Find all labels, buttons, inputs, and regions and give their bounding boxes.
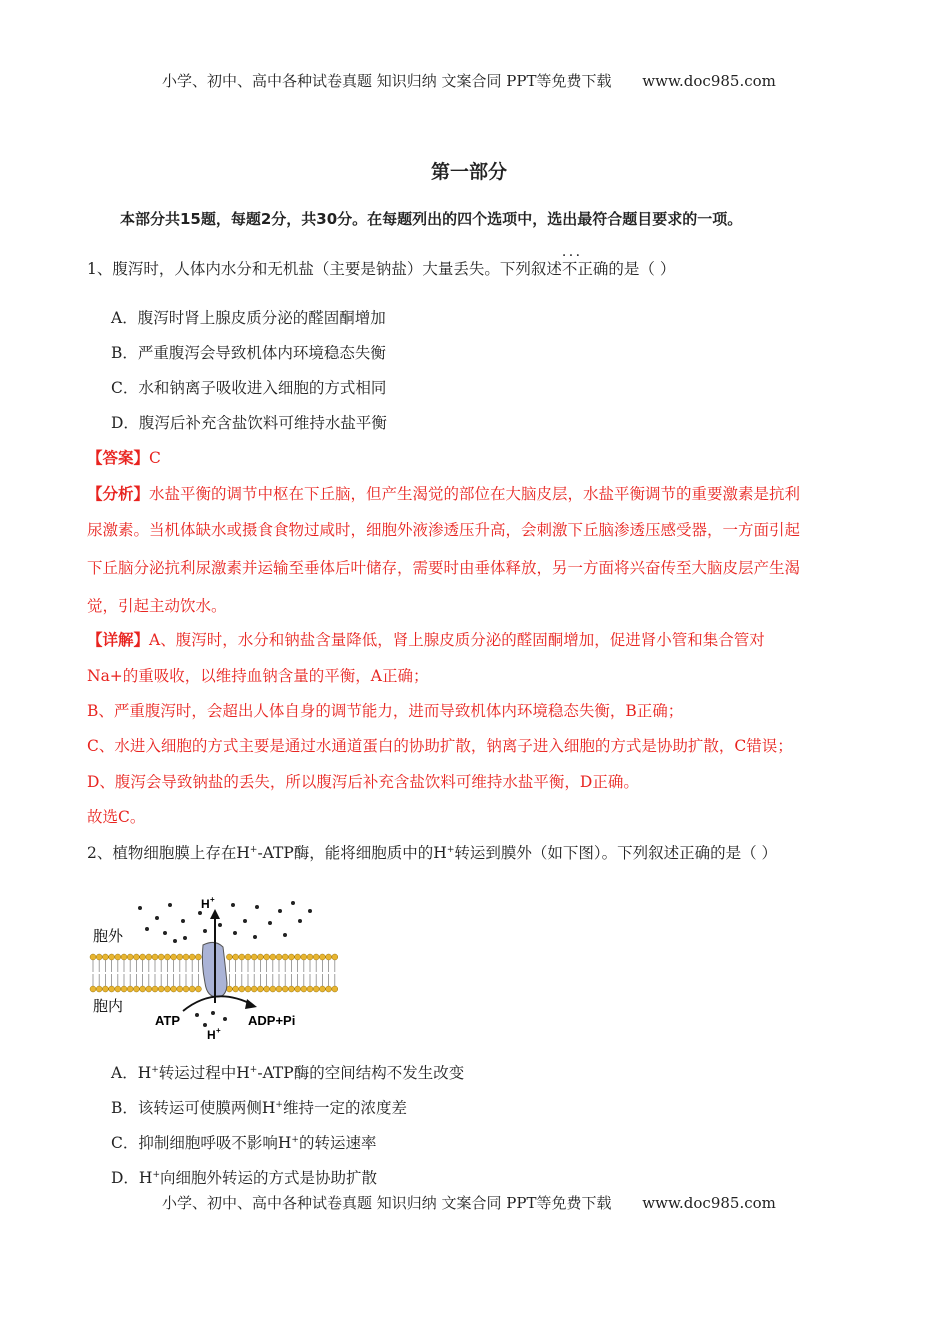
q2-stem-part-a: 2、植物细胞膜上存在H xyxy=(87,844,250,862)
lipid-head xyxy=(146,954,152,960)
q2-a-part-3: -ATP酶的空间结构不发生改变 xyxy=(257,1064,465,1082)
q1-answer xyxy=(87,446,161,468)
lipid-head xyxy=(226,986,232,992)
superscript-plus: + xyxy=(152,1169,160,1180)
superscript-plus: + xyxy=(446,844,455,855)
lipid-head xyxy=(195,986,201,992)
page-footer xyxy=(162,1192,776,1213)
q1-stem-emphasis: · · · 不正确 xyxy=(562,260,609,278)
superscript-plus: + xyxy=(291,1134,299,1145)
lipid-head xyxy=(226,954,232,960)
q2-b-part-2: 维持一定的浓度差 xyxy=(282,1099,407,1117)
lipid-head xyxy=(319,986,325,992)
lipid-head xyxy=(276,954,282,960)
lipid-head xyxy=(301,954,307,960)
lipid-head xyxy=(109,954,115,960)
q1-stem-part-b: 的是（ ） xyxy=(608,260,676,278)
footer-url[interactable]: www.doc985.com xyxy=(642,1194,776,1212)
lipid-head xyxy=(270,954,276,960)
analysis-text: 水盐平衡的调节中枢在下丘脑，但产生渴觉的部位在大脑皮层，水盐平衡调节的重要激素是抗利 xyxy=(149,485,801,503)
lipid-head xyxy=(288,954,294,960)
q2-option-d xyxy=(111,1166,377,1188)
lipid-head xyxy=(313,954,319,960)
lipid-head xyxy=(233,986,239,992)
lipid-head xyxy=(121,954,127,960)
q2-a-part-2: 转运过程中H xyxy=(158,1064,250,1082)
lipid-head xyxy=(264,954,270,960)
lipid-head xyxy=(301,986,307,992)
q1-option-b: B．严重腹泻会导致机体内环境稳态失衡 xyxy=(111,344,386,362)
h-ion-bottom-plus: + xyxy=(216,1026,221,1035)
q1-analysis-line-4: 觉，引起主动饮水。 xyxy=(87,597,227,615)
footer-text: 小学、初中、高中各种试卷真题 知识归纳 文案合同 PPT等免费下载 xyxy=(162,1194,612,1212)
lipid-head xyxy=(307,954,313,960)
question-1-stem xyxy=(87,257,675,279)
lipid-head xyxy=(96,986,102,992)
q2-d-part-2: 向细胞外转运的方式是协助扩散 xyxy=(160,1169,378,1187)
lipid-head xyxy=(171,986,177,992)
lipid-head xyxy=(127,954,133,960)
lipid-head xyxy=(177,986,183,992)
q1-option-c: C．水和钠离子吸收进入细胞的方式相同 xyxy=(111,379,387,397)
detail-label: 【详解】 xyxy=(87,630,150,649)
q1-detail-line-1 xyxy=(87,628,765,650)
question-2-stem xyxy=(87,841,777,863)
q2-option-c xyxy=(111,1131,376,1153)
lipid-head xyxy=(133,954,139,960)
q2-option-b xyxy=(111,1096,407,1118)
detail-text: A、腹泻时，水分和钠盐含量降低，肾上腺皮质分泌的醛固酮增加，促进肾小管和集合管对 xyxy=(149,631,765,649)
lipid-head xyxy=(115,986,121,992)
lipid-head xyxy=(158,954,164,960)
lipid-head xyxy=(195,954,201,960)
superscript-plus: + xyxy=(151,1064,159,1075)
lipid-head xyxy=(270,986,276,992)
q1-analysis-line-1 xyxy=(87,482,800,504)
lipid-head xyxy=(152,986,158,992)
lipid-head xyxy=(102,954,108,960)
lipid-head xyxy=(245,986,251,992)
lipid-head xyxy=(171,954,177,960)
header-text: 小学、初中、高中各种试卷真题 知识归纳 文案合同 PPT等免费下载 xyxy=(162,72,612,90)
lipid-head xyxy=(264,986,270,992)
q2-stem-part-b: -ATP酶，能将细胞质中的H xyxy=(257,844,447,862)
lipid-head xyxy=(164,986,170,992)
q1-detail-line-5: D、腹泻会导致钠盐的丢失，所以腹泻后补充含盐饮料可维持水盐平衡，D正确。 xyxy=(87,773,639,791)
q1-analysis-line-3: 下丘脑分泌抗利尿激素并运输至垂体后叶储存，需要时由垂体释放，另一方面将兴奋传至大脑皮层产生渴 xyxy=(87,559,801,577)
q1-option-a: A．腹泻时肾上腺皮质分泌的醛固酮增加 xyxy=(111,309,386,327)
lipid-head xyxy=(313,986,319,992)
adp-pi-label: ADP+Pi xyxy=(248,1013,296,1028)
inside-label: 胞内 xyxy=(93,997,124,1015)
q2-stem-part-c: 转运到膜外（如下图）。下列叙述正确的是（ ） xyxy=(454,844,778,862)
q1-analysis-line-2: 尿激素。当机体缺水或摄食食物过咸时，细胞外液渗透压升高，会刺激下丘脑渗透压感受器，一方面引起 xyxy=(87,521,801,539)
lipid-head xyxy=(288,986,294,992)
q1-stem-part-a: 1、腹泻时，人体内水分和无机盐（主要是钠盐）大量丢失。下列叙述 xyxy=(87,260,562,278)
section-intro: 本部分共15题，每题2分，共30分。在每题列出的四个选项中，选出最符合题目要求的一项。 xyxy=(120,210,743,228)
lipid-head xyxy=(146,986,152,992)
lipid-head xyxy=(282,954,288,960)
lipid-head xyxy=(133,986,139,992)
h-ion-bottom-label: H xyxy=(207,1028,216,1042)
atp-label: ATP xyxy=(155,1013,181,1028)
q1-option-d: D．腹泻后补充含盐饮料可维持水盐平衡 xyxy=(111,414,387,432)
outside-h-ions xyxy=(138,901,312,943)
lipid-head xyxy=(233,954,239,960)
lipid-head xyxy=(109,986,115,992)
q2-b-part-1: B．该转运可使膜两侧H xyxy=(111,1099,276,1117)
h-ion-top-plus: + xyxy=(210,895,215,904)
lipid-head xyxy=(158,986,164,992)
section-title: 第一部分 xyxy=(431,161,508,183)
q1-detail-line-4: C、水进入细胞的方式主要是通过水通道蛋白的协助扩散，钠离子进入细胞的方式是协助扩散，C错误； xyxy=(87,737,793,755)
lipid-head xyxy=(332,954,338,960)
page-header xyxy=(162,70,776,91)
h-atpase-membrane-diagram xyxy=(85,893,345,1043)
lipid-head xyxy=(183,954,189,960)
q2-a-part-1: A．H xyxy=(111,1064,152,1082)
superscript-plus: + xyxy=(249,844,258,855)
lipid-head xyxy=(257,954,263,960)
h-ion-top-label: H xyxy=(201,897,210,911)
lipid-head xyxy=(127,986,133,992)
answer-label: 【答案】 xyxy=(87,448,150,467)
lipid-head xyxy=(152,954,158,960)
lipid-head xyxy=(90,986,96,992)
lipid-head xyxy=(189,986,195,992)
lipid-head xyxy=(245,954,251,960)
q2-d-part-1: D．H xyxy=(111,1169,153,1187)
lipid-head xyxy=(96,954,102,960)
lipid-head xyxy=(257,986,263,992)
lipid-head xyxy=(326,954,332,960)
lipid-head xyxy=(307,986,313,992)
q2-c-part-2: 的转运速率 xyxy=(298,1134,377,1152)
lipid-head xyxy=(332,986,338,992)
lipid-head xyxy=(140,954,146,960)
atp-hydrolysis-arrow xyxy=(183,996,253,1011)
q2-c-part-1: C．抑制细胞呼吸不影响H xyxy=(111,1134,292,1152)
lipid-head xyxy=(102,986,108,992)
lipid-head xyxy=(251,954,257,960)
lipid-head xyxy=(319,954,325,960)
q1-detail-line-6: 故选C。 xyxy=(87,808,146,826)
lipid-head xyxy=(177,954,183,960)
lipid-head xyxy=(239,954,245,960)
lipid-head xyxy=(295,954,301,960)
arrow-head xyxy=(210,909,220,919)
superscript-plus: + xyxy=(249,1064,258,1075)
q2-option-a xyxy=(111,1061,464,1083)
lipid-head xyxy=(251,986,257,992)
atp-arrow-head xyxy=(245,999,257,1009)
lipid-head xyxy=(164,954,170,960)
lipid-head xyxy=(115,954,121,960)
q1-detail-line-2: Na+的重吸收，以维持血钠含量的平衡，A正确； xyxy=(87,667,429,685)
header-url[interactable]: www.doc985.com xyxy=(642,72,776,90)
lipid-head xyxy=(282,986,288,992)
analysis-label: 【分析】 xyxy=(87,484,150,503)
lipid-head xyxy=(326,986,332,992)
lipid-head xyxy=(140,986,146,992)
lipid-head xyxy=(295,986,301,992)
superscript-plus: + xyxy=(275,1099,283,1110)
lipid-head xyxy=(183,986,189,992)
lipid-head xyxy=(276,986,282,992)
answer-value: C xyxy=(149,449,161,467)
inside-h-ions xyxy=(195,1011,227,1027)
lipid-head xyxy=(189,954,195,960)
lipid-head xyxy=(239,986,245,992)
outside-label: 胞外 xyxy=(93,927,124,945)
lipid-head xyxy=(121,986,127,992)
q1-detail-line-3: B、严重腹泻时，会超出人体自身的调节能力，进而导致机体内环境稳态失衡，B正确； xyxy=(87,702,684,720)
lipid-head xyxy=(90,954,96,960)
